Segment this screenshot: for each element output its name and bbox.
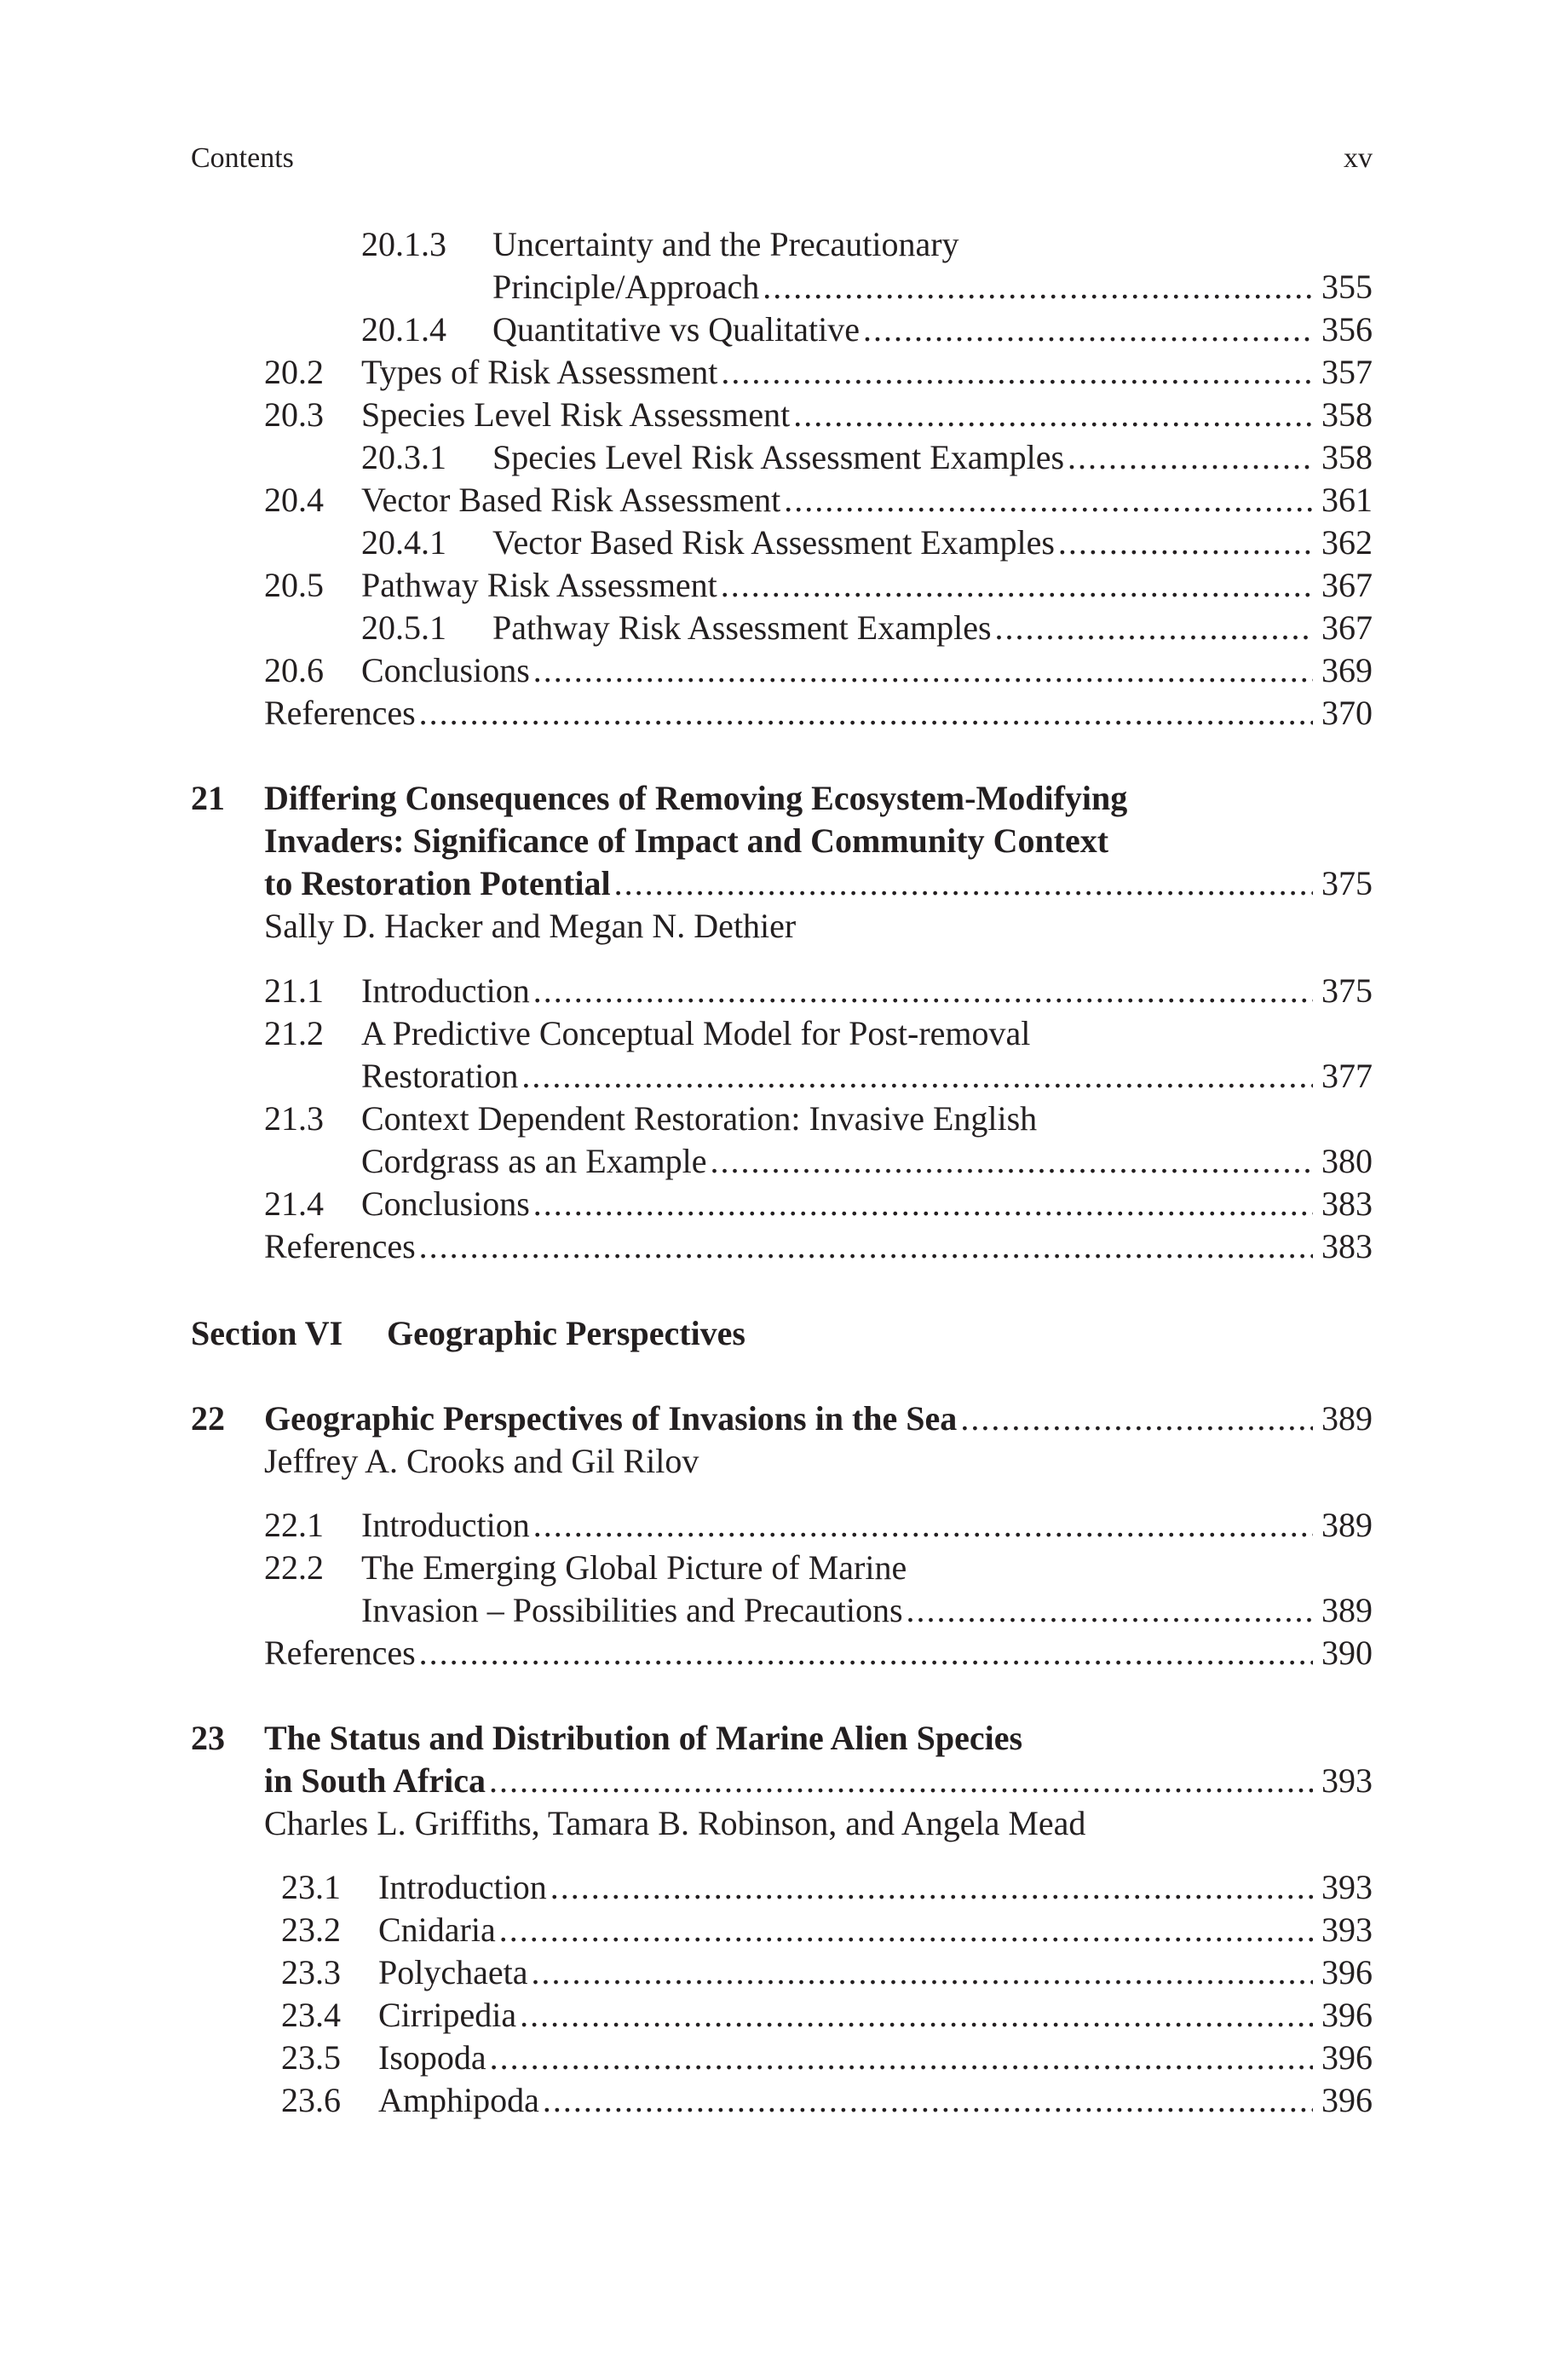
toc-entry-number: 23.4 (281, 1996, 341, 2034)
toc-page: 377 (1321, 1057, 1373, 1095)
toc-entry-number: 20.5 (264, 566, 324, 604)
toc-page: 396 (1321, 1953, 1373, 1991)
toc-entry[interactable] (378, 1951, 1373, 1994)
toc-entry[interactable] (492, 522, 1373, 564)
toc-entry-number: 23.2 (281, 1910, 341, 1949)
toc-entry[interactable] (361, 394, 1373, 436)
dot-leader (614, 862, 1313, 905)
dot-leader (721, 351, 1313, 394)
toc-entry[interactable] (361, 1140, 1373, 1183)
chapter-title: to Restoration Potential (264, 864, 611, 902)
toc-entry-number: 22.2 (264, 1548, 324, 1587)
toc-entry-number: 20.4 (264, 481, 324, 519)
toc-entry[interactable] (492, 436, 1373, 479)
toc-entry-title: Vector Based Risk Assessment (361, 481, 781, 519)
toc-page: 396 (1321, 1996, 1373, 2034)
toc-entry-number: 20.3.1 (361, 438, 446, 476)
dot-leader (763, 266, 1313, 308)
toc-page: 393 (1321, 1910, 1373, 1949)
chapter-title: in South Africa (264, 1761, 486, 1800)
dot-leader (533, 1504, 1313, 1547)
toc-entry-title: Invasion – Possibilities and Precautions (361, 1591, 903, 1629)
dot-leader (419, 1632, 1313, 1674)
toc-entry-number: 23.6 (281, 2081, 341, 2119)
toc-page: 393 (1321, 1761, 1373, 1800)
toc-entry-number: 20.1.3 (361, 225, 446, 263)
toc-entry-title: Cnidaria (378, 1910, 496, 1949)
toc-entry-references[interactable] (264, 1632, 1373, 1674)
chapter-authors: Charles L. Griffiths, Tamara B. Robinson, and Angela Mead (264, 1804, 1086, 1842)
toc-entry-title: The Emerging Global Picture of Marine (361, 1548, 907, 1587)
toc-entry[interactable] (361, 649, 1373, 692)
toc-page: 375 (1321, 971, 1373, 1010)
section-label: Section VI (191, 1314, 343, 1352)
toc-page: 390 (1321, 1634, 1373, 1672)
toc-entry-title: Uncertainty and the Precautionary (492, 225, 959, 263)
toc-entry[interactable] (378, 1866, 1373, 1909)
toc-entry[interactable] (492, 266, 1373, 308)
toc-page: 358 (1321, 395, 1373, 434)
toc-page: 389 (1321, 1591, 1373, 1629)
section-title[interactable]: Geographic Perspectives (387, 1314, 745, 1352)
toc-entry-references[interactable] (264, 1225, 1373, 1268)
toc-entry-number: 20.4.1 (361, 523, 446, 562)
toc-entry-title: Isopoda (378, 2038, 486, 2077)
toc-page: 396 (1321, 2038, 1373, 2077)
toc-page: 355 (1321, 268, 1373, 306)
toc-entry-title: Types of Risk Assessment (361, 353, 718, 391)
dot-leader (489, 1760, 1313, 1802)
toc-entry[interactable] (361, 1055, 1373, 1098)
toc-entry[interactable] (361, 351, 1373, 394)
toc-entry-title: Species Level Risk Assessment (361, 395, 791, 434)
chapter-authors: Sally D. Hacker and Megan N. Dethier (264, 907, 797, 945)
dot-leader (995, 607, 1313, 649)
chapter-number: 21 (191, 779, 225, 817)
toc-entry-title: Cirripedia (378, 1996, 517, 2034)
dot-leader (490, 2037, 1313, 2079)
toc-entry[interactable] (361, 1589, 1373, 1632)
dot-leader (521, 1055, 1313, 1098)
dot-leader (419, 692, 1313, 735)
toc-page: 380 (1321, 1142, 1373, 1180)
toc-page: 361 (1321, 481, 1373, 519)
dot-leader (419, 1225, 1313, 1268)
running-header-title: Contents (191, 142, 294, 174)
toc-page: 393 (1321, 1868, 1373, 1906)
toc-page: 367 (1321, 608, 1373, 647)
toc-entry[interactable] (378, 2079, 1373, 2122)
toc-entry-title: Quantitative vs Qualitative (492, 310, 860, 349)
toc-entry-title: Vector Based Risk Assessment Examples (492, 523, 1055, 562)
toc-page: 389 (1321, 1506, 1373, 1544)
toc-page: 362 (1321, 523, 1373, 562)
toc-page: 389 (1321, 1399, 1373, 1438)
toc-entry-number: 20.6 (264, 651, 324, 689)
toc-entry-title: Conclusions (361, 1184, 530, 1223)
chapter-authors: Jeffrey A. Crooks and Gil Rilov (264, 1442, 699, 1480)
toc-entry-references[interactable] (264, 692, 1373, 735)
toc-entry-number: 20.1.4 (361, 310, 446, 349)
toc-page: 396 (1321, 2081, 1373, 2119)
dot-leader (533, 649, 1313, 692)
toc-page: 367 (1321, 566, 1373, 604)
dot-leader (960, 1397, 1313, 1440)
dot-leader (1068, 436, 1313, 479)
toc-chapter-entry[interactable] (264, 1397, 1373, 1440)
toc-entry-title: References (264, 694, 416, 732)
toc-entry[interactable] (378, 1994, 1373, 2037)
toc-entry-number: 22.1 (264, 1506, 324, 1544)
chapter-title: Invaders: Significance of Impact and Community Context (264, 821, 1109, 860)
chapter-title: The Status and Distribution of Marine Alien Species (264, 1719, 1023, 1757)
toc-entry-number: 20.3 (264, 395, 324, 434)
dot-leader (543, 2079, 1313, 2122)
chapter-number: 22 (191, 1399, 225, 1438)
dot-leader (863, 308, 1313, 351)
toc-page: 383 (1321, 1184, 1373, 1223)
toc-entry-title: Cordgrass as an Example (361, 1142, 707, 1180)
toc-entry-number: 23.1 (281, 1868, 341, 1906)
toc-entry-number: 21.3 (264, 1099, 324, 1138)
dot-leader (499, 1909, 1313, 1951)
chapter-title: Geographic Perspectives of Invasions in the Sea (264, 1399, 958, 1438)
toc-entry[interactable] (361, 479, 1373, 522)
dot-leader (532, 1951, 1314, 1994)
chapter-title: Differing Consequences of Removing Ecosystem-Modifying (264, 779, 1128, 817)
toc-entry-title: Introduction (361, 971, 530, 1010)
toc-entry[interactable] (361, 564, 1373, 607)
toc-entry-number: 21.2 (264, 1014, 324, 1052)
toc-entry[interactable] (378, 1909, 1373, 1951)
toc-entry-title: Introduction (378, 1868, 547, 1906)
dot-leader (520, 1994, 1313, 2037)
dot-leader (784, 479, 1313, 522)
toc-chapter-entry[interactable] (264, 862, 1373, 905)
toc-entry[interactable] (361, 970, 1373, 1012)
toc-chapter-entry[interactable] (264, 1760, 1373, 1802)
toc-entry[interactable] (378, 2037, 1373, 2079)
toc-page: 370 (1321, 694, 1373, 732)
toc-page: 358 (1321, 438, 1373, 476)
toc-entry-number: 20.5.1 (361, 608, 446, 647)
dot-leader (721, 564, 1313, 607)
toc-entry-title: References (264, 1634, 416, 1672)
toc-entry-title: Pathway Risk Assessment Examples (492, 608, 992, 647)
toc-entry-number: 21.4 (264, 1184, 324, 1223)
toc-page: 383 (1321, 1227, 1373, 1265)
toc-entry-title: Amphipoda (378, 2081, 539, 2119)
toc-page: 375 (1321, 864, 1373, 902)
toc-entry-number: 23.3 (281, 1953, 341, 1991)
toc-page: 356 (1321, 310, 1373, 349)
toc-entry[interactable] (361, 1504, 1373, 1547)
toc-entry-title: A Predictive Conceptual Model for Post-removal (361, 1014, 1031, 1052)
page-number: xv (1344, 142, 1373, 174)
toc-entry-title: Introduction (361, 1506, 530, 1544)
dot-leader (907, 1589, 1313, 1632)
toc-entry-title: Context Dependent Restoration: Invasive English (361, 1099, 1038, 1138)
dot-leader (710, 1140, 1313, 1183)
dot-leader (533, 1183, 1313, 1225)
toc-entry-title: Principle/Approach (492, 268, 760, 306)
toc-entry[interactable] (361, 1183, 1373, 1225)
toc-page: 369 (1321, 651, 1373, 689)
toc-entry-title: Pathway Risk Assessment (361, 566, 717, 604)
toc-entry-title: Polychaeta (378, 1953, 528, 1991)
dot-leader (1058, 522, 1313, 564)
toc-entry-title: Conclusions (361, 651, 530, 689)
toc-entry-number: 20.2 (264, 353, 324, 391)
toc-entry-title: Species Level Risk Assessment Examples (492, 438, 1065, 476)
toc-entry-number: 23.5 (281, 2038, 341, 2077)
toc-entry[interactable] (492, 607, 1373, 649)
dot-leader (550, 1866, 1313, 1909)
toc-entry-title: Restoration (361, 1057, 519, 1095)
toc-entry-title: References (264, 1227, 416, 1265)
toc-page: 357 (1321, 353, 1373, 391)
toc-entry-number: 21.1 (264, 971, 324, 1010)
dot-leader (533, 970, 1313, 1012)
dot-leader (793, 394, 1313, 436)
toc-entry[interactable] (492, 308, 1373, 351)
chapter-number: 23 (191, 1719, 225, 1757)
